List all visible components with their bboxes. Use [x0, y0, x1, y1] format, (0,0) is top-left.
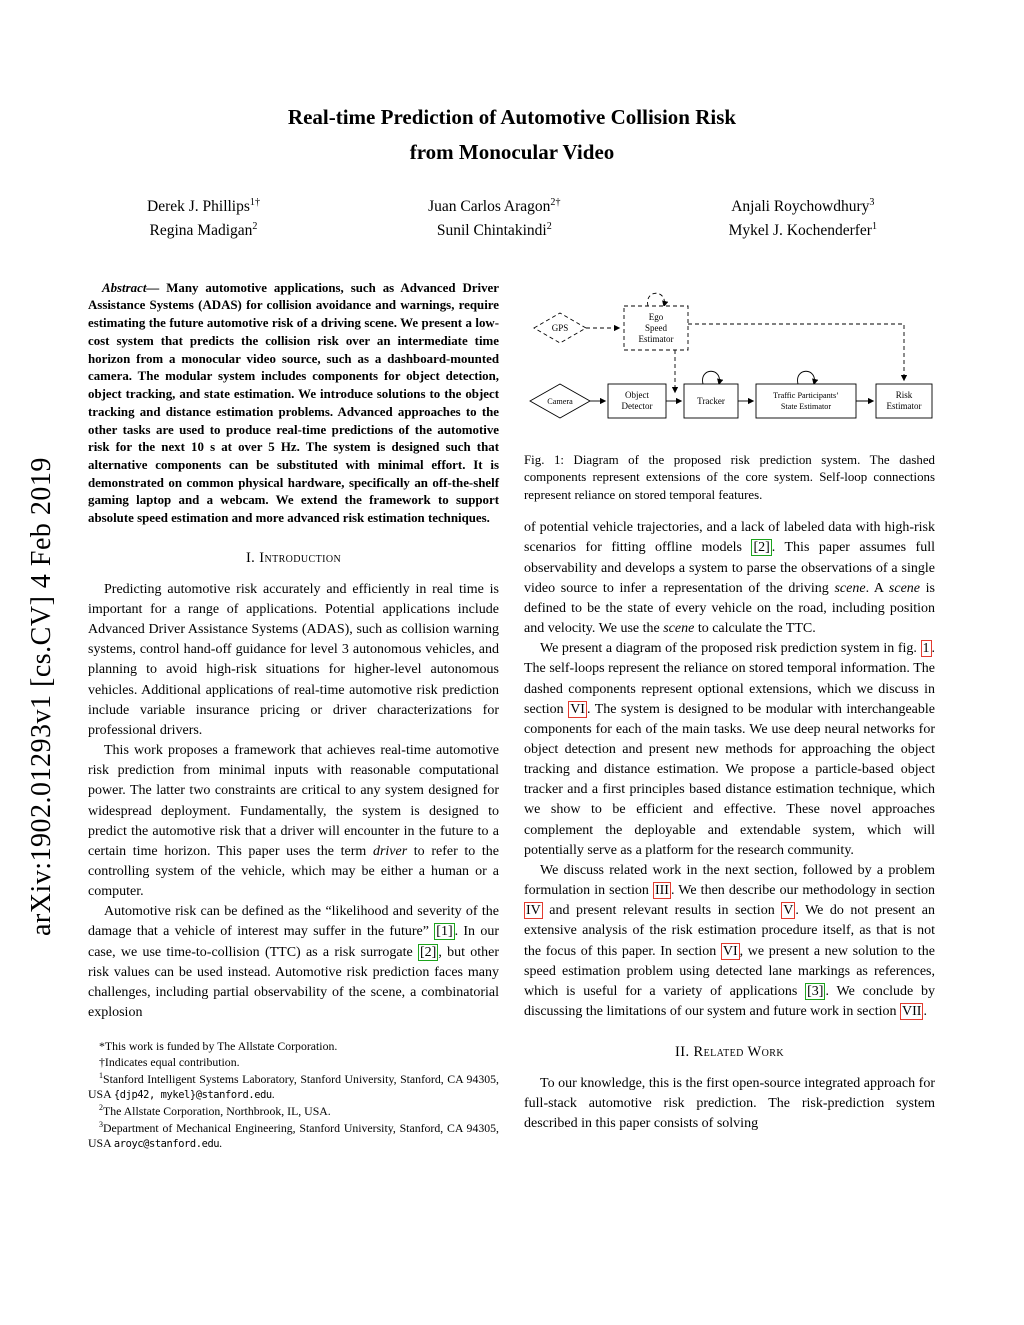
text-run: . We then describe our methodology in section	[670, 883, 935, 899]
author-name	[147, 195, 260, 219]
two-column-body	[88, 280, 936, 1152]
citation-link[interactable]: [3]	[807, 983, 824, 999]
figure-node-object-detector-label-1: Object	[625, 389, 649, 400]
text-run: . The system is designed to be modular with interchangeable components for each of the main tasks. We use deep neural networks for object detection and present new methods for approaching the object tracking and distance estimation. We propose a particle-based object tracker and a first principles based distance estimation technique, which we show to be efficient and effective. These novel approaches complement the deployable and extendable system, which will potentially serve as a platform for the research community.	[524, 701, 935, 858]
citation-link[interactable]: [1]	[436, 924, 453, 940]
text-run: to refer to the controlling system of the vehicle, which may be either a human or a computer.	[88, 843, 500, 900]
text-run: , but other risk values can be used instead. Automotive risk prediction faces many challenges, including partial observability of the scene, a combinatorial explosion	[88, 944, 500, 1021]
figure-1-diagram	[524, 284, 935, 444]
text-run: The Allstate Corporation, Northbrook, IL, USA.	[103, 1103, 331, 1118]
figure-node-ego-label-3: Estimator	[638, 333, 674, 344]
intro-paragraph-3	[88, 902, 499, 1023]
author-name-text: Derek J. Phillips	[147, 198, 250, 216]
author-column-2	[428, 195, 560, 243]
author-block	[147, 195, 877, 243]
text-run: and present relevant results in section	[542, 903, 782, 919]
figure-1	[524, 284, 935, 444]
text-run: . The self-loops represent the reliance on stored temporal information. The dashed components represent optional extensions, which we discuss in section	[524, 641, 935, 717]
italic-text: scene	[888, 580, 921, 596]
section-ref-link[interactable]: 1	[922, 641, 930, 657]
paper-title-line1: Real-time Prediction of Automotive Collision Risk	[287, 105, 737, 129]
section-ref-link[interactable]: III	[654, 883, 669, 899]
text-run: Automotive risk can be defined as the “likelihood and severity of the damage that a vehicle of interest may suffer in the future”	[88, 904, 499, 940]
intro-paragraph-1	[88, 580, 499, 741]
section-ref-link[interactable]: VI	[570, 701, 585, 717]
mono-text: aroyc@stanford.edu	[113, 1138, 220, 1151]
body-paragraph-outline	[524, 861, 935, 1022]
text-run: . We conclude by discussing the limitations of our system and future work in section	[524, 983, 936, 1020]
body-paragraph-system-diagram	[524, 639, 935, 861]
figure-node-ego-label-1: Ego	[648, 311, 664, 322]
author-name-text: Regina Madigan	[149, 222, 253, 240]
section-ref-link[interactable]: IV	[526, 903, 541, 919]
author-affiliation-sup: 1	[871, 221, 877, 233]
footnote-affiliation-3	[88, 1120, 499, 1152]
left-column	[88, 280, 499, 1152]
text-run: . A	[865, 580, 889, 596]
section-heading-introduction: I. Introduction	[245, 549, 342, 566]
italic-text: driver	[372, 843, 408, 859]
footnote-affiliation-1	[88, 1071, 499, 1103]
figure-node-object-detector-label-2: Detector	[621, 400, 653, 411]
author-name	[147, 219, 260, 243]
related-work-paragraph-1	[524, 1074, 935, 1134]
author-name-text: Mykel J. Kochenderfer	[728, 222, 872, 240]
figure-node-gps-label: GPS	[551, 322, 569, 333]
text-run: To our knowledge, this is the first open-source integrated approach for full-stack automotive risk prediction. The risk-prediction system described in this paper consists of solving	[524, 1076, 935, 1132]
superscript: 3	[99, 1119, 104, 1129]
text-run: .	[219, 1136, 223, 1151]
text-run: We present a diagram of the proposed risk prediction system in fig.	[540, 641, 921, 657]
intro-paragraph-2	[88, 741, 499, 902]
author-column-1	[147, 195, 260, 243]
text-run: of potential vehicle trajectories, and a lack of labeled data with high-risk scenarios for fitting offline models	[524, 520, 935, 556]
footnote-affiliation-2	[88, 1103, 499, 1120]
text-run: .	[923, 1004, 927, 1020]
author-affiliation-sup: 2	[546, 221, 552, 233]
section-heading-related-work: II. Related Work	[675, 1044, 784, 1061]
bold-italic-text: Abstract—	[102, 280, 167, 295]
figure-node-ego-label-2: Speed	[645, 322, 667, 333]
citation-link[interactable]: [2]	[420, 944, 437, 960]
footnote-funding	[88, 1039, 499, 1055]
author-affiliation-sup: 1†	[249, 197, 260, 209]
author-column-3	[729, 195, 877, 243]
text-run: . This paper assumes full observability and develops a system to parse the observations of a single video source to infer a representation of the driving	[524, 540, 935, 596]
paper-title-line2: from Monocular Video	[409, 139, 615, 164]
text-run: is defined to be the state of every vehicle on the road, including position and velocity. We use the	[524, 580, 935, 637]
body-paragraph-continuation	[524, 518, 935, 639]
text-run: Predicting automotive risk accurately and efficiently in real time is important for a range of applications. Potential applications include Advanced Driver Assistance Systems (ADAS), such as collision warning systems, control hand-off guidance for level 3 autonomous vehicles, and planning to avoid high-risk situations for higher-level autonomous vehicles. Additional applications of real-time automotive risk prediction include variable insurance pricing or driver characterizations for professional drivers.	[88, 581, 499, 738]
section-ref-link[interactable]: VI	[722, 943, 738, 959]
figure-caption: Fig. 1: Diagram of the proposed risk prediction system. The dashed components represent extensions of the core system. Self-loop connections represent reliance on stored temporal features.	[524, 452, 935, 502]
figure-node-risk-label-1: Risk	[895, 389, 913, 400]
author-name-text: Juan Carlos Aragon	[428, 198, 551, 216]
paper-content	[88, 100, 936, 1152]
abstract-paragraph	[88, 280, 499, 528]
text-run: This work proposes a framework that achieves real-time automotive risk prediction from minimal inputs with reasonable computational power. The latter two constraints are critical to any system designed for widespread deployment. Fundamentally, the system is designed to predict the automotive risk that a driver will encounter in the future to a certain time horizon. This paper uses the term	[88, 743, 499, 859]
self-loop-state-estimator	[798, 371, 815, 384]
superscript: 2	[99, 1103, 104, 1113]
citation-link[interactable]: [2]	[753, 540, 770, 556]
author-affiliation-sup: 3	[869, 197, 875, 209]
text-run: , we present a new solution to the speed estimation problem using detected lane markings as references, which is useful for a variety of applications	[524, 943, 936, 999]
section-ref-link[interactable]: V	[783, 903, 794, 919]
arxiv-sidebar-label: arXiv:1902.01293v1 [cs.CV] 4 Feb 2019	[26, 457, 57, 936]
text-run: . In our case, we use time-to-collision (TTC) as a risk surrogate	[88, 924, 499, 960]
text-run: Many automotive applications, such as Advanced Driver Assistance Systems (ADAS) for collision avoidance and warnings, require estimating the future automotive risk of a driving scene. We present a low-cost system that predicts the collision risk over an intermediate time horizon from a monocular video source, such as a dashboard-mounted camera. The modular system includes components for object detection, object tracking, and state estimation. We introduce solutions to the object tracking and distance estimation problems. Advanced approaches to the other tasks are used to produce real-time predictions of the automotive risk for the next 10 s at over 5 Hz. The system is designed such that alternative components can be substituted with minimal effort. It is demonstrated on common physical hardware, specifically an off-the-shelf gaming laptop and a webcam. We extend the framework to support absolute speed estimation and more advanced risk estimation techniques.	[88, 280, 499, 526]
author-name	[428, 195, 560, 219]
text-run: †Indicates equal contribution.	[99, 1054, 240, 1069]
text-run: . We do not present an extensive analysis of the risk estimation procedure itself, as that is not the focus of this paper. In section	[524, 903, 935, 959]
text-run: Stanford Intelligent Systems Laboratory, Stanford University, Stanford, CA 94305, USA	[88, 1071, 499, 1102]
author-affiliation-sup: 2†	[550, 197, 561, 209]
figure-node-camera-label: Camera	[547, 396, 573, 406]
edge-ego-speed-to-risk	[688, 324, 904, 380]
self-loop-tracker	[703, 371, 720, 384]
footnote-block	[88, 1039, 499, 1152]
footnote-equal-contribution	[88, 1055, 499, 1071]
figure-node-state-estimator-label-1: Traffic Participants’	[773, 390, 839, 400]
paper-title	[88, 100, 936, 169]
author-name	[428, 219, 560, 243]
author-name	[729, 195, 877, 219]
author-name-text: Sunil Chintakindi	[436, 222, 547, 240]
figure-node-state-estimator	[756, 384, 856, 418]
text-run: .	[271, 1087, 275, 1102]
author-affiliation-sup: 2	[252, 221, 258, 233]
figure-node-state-estimator-label-2: State Estimator	[780, 401, 832, 411]
right-column	[524, 280, 935, 1152]
self-loop-ego-speed	[648, 293, 665, 306]
author-name-text: Anjali Roychowdhury	[731, 198, 870, 216]
mono-text: {djp42, mykel}@stanford.edu	[113, 1089, 272, 1102]
superscript: 1	[99, 1070, 104, 1080]
figure-node-risk-label-2: Estimator	[886, 400, 922, 411]
author-name	[729, 219, 877, 243]
text-run: to calculate the TTC.	[694, 621, 816, 637]
italic-text: scene	[663, 621, 695, 637]
text-run: *This work is funded by The Allstate Corporation.	[99, 1039, 338, 1054]
italic-text: scene	[834, 580, 866, 596]
text-run: Department of Mechanical Engineering, Stanford University, Stanford, CA 94305, USA	[88, 1120, 499, 1151]
figure-node-tracker-label: Tracker	[697, 395, 725, 406]
text-run: We discuss related work in the next section, followed by a problem formulation in section	[524, 862, 935, 899]
section-ref-link[interactable]: VII	[902, 1004, 922, 1020]
